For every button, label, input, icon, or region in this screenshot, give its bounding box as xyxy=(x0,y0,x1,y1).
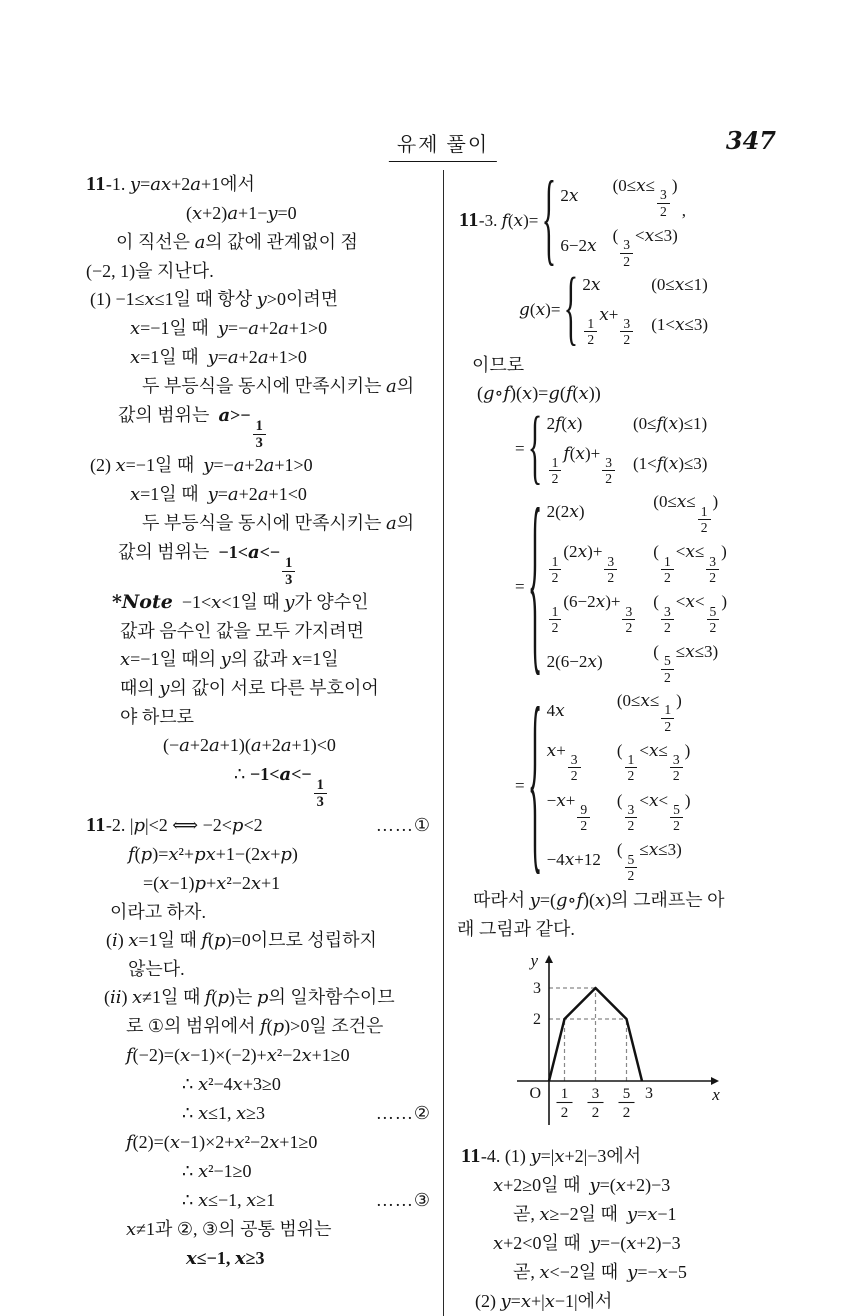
two-column-body xyxy=(86,161,800,1316)
left-brace: { xyxy=(563,262,579,355)
note-label: *Note xyxy=(112,591,173,614)
text-line xyxy=(457,1229,800,1258)
case-condition: ( $\frac{1}{2}$ <x≤ $\frac{3}{2}$ ) xyxy=(653,542,727,585)
case-expression: 2(2x) xyxy=(546,502,585,523)
denominator: 2 xyxy=(607,569,615,585)
text-line xyxy=(86,1070,435,1099)
numerator: 3 xyxy=(657,187,670,203)
case-expression: 2(6−2x) xyxy=(546,651,603,672)
case-condition: (0≤x≤ $\frac{3}{2}$ ) xyxy=(612,176,678,219)
numerator: 5 xyxy=(625,852,638,868)
line-text: f(−2)=(x−1)×(−2)+x²−2x+1≥0 xyxy=(126,1044,350,1066)
denominator: 2 xyxy=(623,253,631,269)
numerator: 1 xyxy=(584,316,597,332)
line-text: (−a+2a+1)(a+2a+1)<0 xyxy=(163,735,336,757)
line-text: =(x−1)p+x²−2x+1 xyxy=(143,872,281,894)
fraction xyxy=(577,802,590,833)
denominator: 2 xyxy=(627,768,635,784)
equation-ref: ……② xyxy=(375,1102,431,1123)
header-title: 유제 풀이 xyxy=(389,128,497,162)
text-line xyxy=(86,372,435,401)
denominator: 3 xyxy=(255,435,263,452)
numerator: 1 xyxy=(549,455,562,471)
text-line xyxy=(86,840,435,869)
text-line xyxy=(86,509,435,538)
fraction xyxy=(661,653,674,684)
text-line xyxy=(86,731,435,760)
case-condition: (0≤x≤ $\frac{1}{2}$ ) xyxy=(653,492,719,536)
line-text: ∴ x≤1, x≥3 xyxy=(182,1102,266,1124)
text-line xyxy=(86,451,435,480)
text-line xyxy=(86,869,435,898)
case-expression: 6−2x xyxy=(560,235,597,256)
cases-grid xyxy=(547,489,727,684)
text-line xyxy=(86,674,435,703)
fraction xyxy=(670,752,683,783)
page-number: 347 xyxy=(725,126,776,155)
line-text: x=−1일 때의 y의 값과 x=1일 xyxy=(120,649,339,671)
line-text: 이므로 xyxy=(472,354,525,375)
case-expression: 4x xyxy=(546,700,565,721)
line-text: f(2)=(x−1)×2+x²−2x+1≥0 xyxy=(126,1131,318,1153)
numerator: 1 xyxy=(661,554,674,570)
problem-number: 11 xyxy=(86,173,106,195)
numerator: 1 xyxy=(698,504,711,520)
denominator: 2 xyxy=(580,818,588,834)
cases-grid xyxy=(547,688,691,883)
text-line xyxy=(86,617,435,645)
line-text: ∴ x≤−1, x≥1 xyxy=(182,1189,276,1211)
page-header xyxy=(86,126,800,162)
cases-lhs: -3. f(x)= xyxy=(478,210,539,231)
line-text: (i) x=1일 때 f(p)=0이므로 성립하지 xyxy=(106,929,377,951)
x-tick-numerator: 3 xyxy=(591,1086,600,1103)
cases-grid xyxy=(560,173,677,269)
line-text-bold: a>− $\frac{1}{3}$ xyxy=(218,405,267,425)
line-text: x=1일 때 y=a+2a+1>0 xyxy=(130,347,307,368)
fraction xyxy=(625,852,638,883)
line-text: f(p)=x²+px+1−(2x+p) xyxy=(128,843,298,865)
text-line xyxy=(86,926,435,955)
problem-number: 11 xyxy=(461,1145,481,1168)
text-line xyxy=(457,1171,800,1200)
x-tick-numerator: 5 xyxy=(622,1086,631,1103)
numerator: 3 xyxy=(670,752,683,768)
case-condition: (1<x≤3) xyxy=(651,314,709,335)
denominator: 2 xyxy=(709,619,717,635)
fraction xyxy=(549,604,562,635)
line-text: 값의 범위는 xyxy=(118,542,219,563)
text-line xyxy=(86,645,435,674)
cases-lhs: g(x)= xyxy=(519,299,561,320)
x-tick-numerator: 1 xyxy=(560,1086,569,1103)
line-text: (g∘f)(x)=g(f(x)) xyxy=(477,382,601,404)
line-text: 않는다. xyxy=(128,958,185,979)
y-tick-label: 2 xyxy=(533,1011,541,1029)
case-expression: $\frac{1}{2}$ x+ $\frac{3}{2}$ xyxy=(582,302,635,348)
left-brace: { xyxy=(527,472,543,696)
line-text: (ii) x≠1일 때 f(p)는 p의 일차함수이므 xyxy=(104,986,395,1008)
text-line xyxy=(86,760,435,810)
case-condition: (1<f(x)≤3) xyxy=(633,453,708,474)
line-text: x+2<0일 때 y=−(x+2)−3 xyxy=(493,1233,681,1255)
numerator: 3 xyxy=(622,604,635,620)
numerator: 1 xyxy=(549,554,562,570)
piecewise-definition xyxy=(457,400,800,494)
line-text: 곧, x≥−2일 때 y=x−1 xyxy=(513,1204,677,1226)
x-axis-label: x xyxy=(712,1085,720,1105)
denominator: 2 xyxy=(587,332,595,348)
origin-label: O xyxy=(529,1085,541,1103)
numerator: 3 xyxy=(661,604,674,620)
fraction xyxy=(625,802,638,833)
line-text-bold: x≤−1, x≥3 xyxy=(186,1247,265,1269)
fraction xyxy=(706,554,719,585)
fraction xyxy=(620,316,633,347)
text-line xyxy=(86,401,435,451)
text-line xyxy=(86,703,435,731)
numerator: 3 xyxy=(568,752,581,768)
line-text: ∴ x²−4x+3≥0 xyxy=(182,1073,281,1095)
text-line xyxy=(86,1157,435,1186)
case-expression: 2x xyxy=(560,185,579,206)
piecewise-definition xyxy=(457,161,800,277)
text-line xyxy=(457,1258,800,1287)
cases-lhs: = xyxy=(515,438,525,458)
line-text: 이라고 하자. xyxy=(110,901,206,922)
text-line xyxy=(86,1128,435,1157)
x-axis-arrow xyxy=(711,1077,719,1085)
line-text-bold: −1<a<− $\frac{1}{3}$ xyxy=(218,542,297,562)
fraction xyxy=(625,752,638,783)
case-expression: x+ $\frac{3}{2}$ xyxy=(547,738,601,784)
denominator: 2 xyxy=(627,818,635,834)
denominator: 2 xyxy=(663,669,671,685)
line-text: x=−1일 때 y=−a+2a+1>0 xyxy=(130,318,328,339)
text-line xyxy=(457,1142,800,1171)
denominator: 2 xyxy=(709,569,717,585)
line-text: ∴ xyxy=(234,764,250,785)
fraction xyxy=(314,777,327,810)
text-line xyxy=(86,1215,435,1244)
numerator: 5 xyxy=(661,653,674,669)
fraction xyxy=(604,554,617,585)
y-tick-label: 3 xyxy=(533,980,541,998)
text-line xyxy=(86,1012,435,1041)
text-line xyxy=(86,983,435,1012)
text-line xyxy=(86,1244,435,1273)
numerator: 3 xyxy=(602,455,615,471)
denominator: 2 xyxy=(672,768,680,784)
fraction xyxy=(282,555,295,588)
text-line xyxy=(457,351,800,379)
text-line xyxy=(86,588,435,617)
cases-lhs: = xyxy=(515,577,525,597)
fraction xyxy=(584,316,597,347)
fraction xyxy=(549,455,562,486)
equation-ref: ……③ xyxy=(375,1189,431,1210)
x-tick-denominator: 2 xyxy=(622,1105,631,1122)
x-tick-label: 3 xyxy=(645,1085,653,1103)
fraction xyxy=(661,702,674,733)
case-condition: ( $\frac{5}{2}$ ≤x≤3) xyxy=(653,642,719,685)
case-condition: ( $\frac{5}{2}$ ≤x≤3) xyxy=(616,840,682,884)
left-brace: { xyxy=(527,670,543,894)
line-text: 야 하므로 xyxy=(120,707,195,728)
denominator: 2 xyxy=(551,619,559,635)
text-line xyxy=(457,1200,800,1229)
line-text: -1. y=ax+2a+1에서 xyxy=(105,174,255,195)
line-text: 래 그림과 같다. xyxy=(457,919,575,940)
line-text: −1<x<1일 때 y가 양수인 xyxy=(172,592,369,614)
fraction xyxy=(568,752,581,783)
text-line xyxy=(86,285,435,314)
line-text: -4. (1) y=|x+2|−3에서 xyxy=(480,1146,642,1168)
numerator: 1 xyxy=(549,604,562,620)
text-line xyxy=(86,480,435,509)
fraction xyxy=(698,504,711,535)
line-text: 로 ①의 범위에서 f(p)>0일 조건은 xyxy=(126,1015,384,1037)
line-text: x≠1과 ②, ③의 공통 범위는 xyxy=(126,1218,332,1240)
denominator: 2 xyxy=(627,868,635,884)
cases-grid xyxy=(547,411,708,487)
equation-ref: ……① xyxy=(375,814,431,835)
piecewise-definition xyxy=(457,670,800,894)
case-expression: 2x xyxy=(582,274,601,295)
cases-lhs: = xyxy=(515,775,525,795)
piecewise-definition xyxy=(457,262,800,355)
fraction xyxy=(661,604,674,635)
case-condition: (0≤f(x)≤1) xyxy=(633,413,708,434)
case-expression: $\frac{1}{2}$ f(x)+ $\frac{3}{2}$ xyxy=(547,441,617,487)
line-text: (2) y=x+|x−1|에서 xyxy=(475,1291,613,1313)
line-text: (1) −1≤x≤1일 때 항상 y>0이려면 xyxy=(90,289,339,310)
left-brace: { xyxy=(541,161,557,277)
numerator: 3 xyxy=(604,554,617,570)
text-line xyxy=(86,343,435,372)
problem-number: 11 xyxy=(459,209,479,232)
graph-svg xyxy=(507,949,737,1133)
numerator: 3 xyxy=(620,237,633,253)
fraction xyxy=(670,802,683,833)
case-condition: (0≤x≤ $\frac{1}{2}$ ) xyxy=(616,690,682,734)
line-text: 때의 y의 값이 서로 다른 부호이어 xyxy=(120,678,379,700)
denominator: 2 xyxy=(663,569,671,585)
denominator: 2 xyxy=(625,619,633,635)
problem-number: 11 xyxy=(86,813,106,836)
line-text-bold: −1<a<− $\frac{1}{3}$ xyxy=(250,764,329,784)
fraction xyxy=(707,604,720,635)
text-line xyxy=(86,898,435,926)
numerator: 1 xyxy=(282,555,295,572)
denominator: 3 xyxy=(316,794,324,811)
denominator: 2 xyxy=(570,768,578,784)
case-expression: $\frac{1}{2}$ (6−2x)+ $\frac{3}{2}$ xyxy=(547,589,638,635)
text-line xyxy=(86,1041,435,1070)
case-expression: 2f(x) xyxy=(546,413,583,434)
x-tick-denominator: 2 xyxy=(560,1105,569,1122)
piecewise-definition xyxy=(457,472,800,696)
line-text: 곧, x<−2일 때 y=−x−5 xyxy=(513,1262,687,1284)
text-line xyxy=(457,886,800,915)
line-text: -2. |p|<2 ⟺ −2<p<2 xyxy=(105,814,263,836)
line-text: 두 부등식을 동시에 만족시키는 a의 xyxy=(142,513,415,535)
text-line xyxy=(86,257,435,285)
numerator: 9 xyxy=(577,802,590,818)
y-axis-arrow xyxy=(545,955,553,963)
text-line xyxy=(86,811,435,840)
text-line xyxy=(457,915,800,943)
function-graph xyxy=(507,949,800,1138)
denominator: 2 xyxy=(660,203,667,219)
right-column xyxy=(444,161,800,1316)
case-condition: ( $\frac{3}{2}$ <x< $\frac{5}{2}$ ) xyxy=(653,592,727,635)
denominator: 3 xyxy=(285,572,293,589)
line-text: x=1일 때 y=a+2a+1<0 xyxy=(130,484,307,506)
line-text: (−2, 1)을 지난다. xyxy=(86,261,214,281)
x-tick-denominator: 2 xyxy=(591,1105,600,1122)
line-text: ∴ x²−1≥0 xyxy=(182,1160,252,1182)
case-condition: ( $\frac{1}{2}$ <x≤ $\frac{3}{2}$ ) xyxy=(616,740,691,784)
line-text: x+2≥0일 때 y=(x+2)−3 xyxy=(493,1175,671,1197)
case-expression: −4x+12 xyxy=(546,850,601,871)
fraction xyxy=(253,418,266,451)
text-line xyxy=(457,379,800,408)
text-line xyxy=(457,1287,800,1316)
line-text: 값과 음수인 값을 모두 가지려면 xyxy=(120,621,365,642)
line-text: (2) x=−1일 때 y=−a+2a+1>0 xyxy=(90,455,313,477)
text-line xyxy=(86,538,435,588)
left-brace: { xyxy=(527,400,543,494)
line-text: 이 직선은 a의 값에 관계없이 점 xyxy=(116,232,358,253)
text-line xyxy=(86,199,435,228)
numerator: 5 xyxy=(670,802,683,818)
left-column xyxy=(86,170,444,1316)
text-line xyxy=(86,228,435,257)
fraction xyxy=(549,554,562,585)
case-condition: ( $\frac{3}{2}$ <x< $\frac{5}{2}$ ) xyxy=(616,790,691,834)
fraction xyxy=(657,187,670,218)
denominator: 2 xyxy=(551,569,559,585)
line-text: 따라서 y=(g∘f)(x)의 그래프는 아 xyxy=(473,890,725,912)
numerator: 3 xyxy=(620,316,633,332)
text-line xyxy=(86,1099,435,1128)
denominator: 2 xyxy=(663,619,671,635)
denominator: 2 xyxy=(700,520,708,536)
numerator: 5 xyxy=(707,604,720,620)
text-line xyxy=(86,170,435,199)
line-text: 두 부등식을 동시에 만족시키는 a의 xyxy=(142,376,415,397)
denominator: 2 xyxy=(551,471,559,487)
line-text: (x+2)a+1−y=0 xyxy=(186,203,297,224)
numerator: 1 xyxy=(253,418,266,435)
case-expression: $\frac{1}{2}$ (2x)+ $\frac{3}{2}$ xyxy=(547,539,638,585)
numerator: 3 xyxy=(706,554,719,570)
denominator: 2 xyxy=(664,718,672,734)
case-expression: −x+ $\frac{9}{2}$ xyxy=(547,788,601,834)
y-axis-label: y xyxy=(530,951,538,971)
fraction xyxy=(661,554,674,585)
numerator: 1 xyxy=(625,752,638,768)
numerator: 1 xyxy=(314,777,327,794)
denominator: 2 xyxy=(605,471,612,487)
denominator: 2 xyxy=(623,332,631,348)
fraction xyxy=(622,604,635,635)
case-condition: (0≤x≤1) xyxy=(651,274,708,295)
text-line xyxy=(86,955,435,983)
trailing-comma: , xyxy=(681,200,686,220)
fraction xyxy=(620,237,633,268)
numerator: 3 xyxy=(625,802,638,818)
line-text: 값의 범위는 xyxy=(118,405,219,425)
numerator: 1 xyxy=(661,702,674,718)
text-line xyxy=(86,1186,435,1215)
denominator: 2 xyxy=(673,818,680,834)
case-condition: ( $\frac{3}{2}$ <x≤3) xyxy=(612,225,678,269)
cases-grid xyxy=(582,272,708,348)
fraction xyxy=(602,455,615,486)
text-line xyxy=(86,314,435,343)
